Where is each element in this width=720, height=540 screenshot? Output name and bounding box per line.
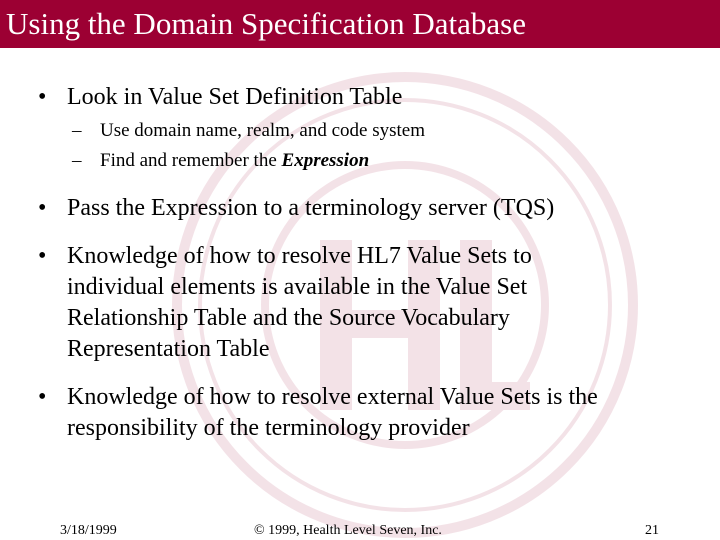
bullet-text: Pass the Expression to a terminology server (TQS) <box>67 195 555 221</box>
slide-title: Using the Domain Specification Database <box>6 6 526 41</box>
bullet-icon: • <box>38 84 47 110</box>
bullet-text-line: responsibility of the terminology provider <box>67 415 470 441</box>
sub-bullet-text: Use domain name, realm, and code system <box>100 120 426 141</box>
sub-bullet-text <box>100 148 369 174</box>
bullet-text-line: Representation Table <box>67 336 270 362</box>
footer-copyright: © 1999, Health Level Seven, Inc. <box>254 523 442 538</box>
sub-bullet-text-plain: Find and remember the <box>100 150 282 171</box>
bullet-icon: • <box>38 195 47 221</box>
bullet-icon: • <box>38 384 47 410</box>
bullet-text-line: Knowledge of how to resolve HL7 Value Sets to <box>67 243 532 269</box>
footer-page-number: 21 <box>645 523 659 538</box>
bullet-text-line: individual elements is available in the Value Set <box>67 274 528 300</box>
expression-emphasis: Expression <box>281 150 370 171</box>
dash-icon: – <box>72 120 82 141</box>
footer-date: 3/18/1999 <box>60 523 117 538</box>
bullet-text-line: Knowledge of how to resolve external Value Sets is the <box>67 384 598 410</box>
dash-icon: – <box>72 150 82 171</box>
bullet-text: Look in Value Set Definition Table <box>67 84 403 110</box>
bullet-text-line: Relationship Table and the Source Vocabulary <box>67 305 510 331</box>
bullet-icon: • <box>38 243 47 269</box>
